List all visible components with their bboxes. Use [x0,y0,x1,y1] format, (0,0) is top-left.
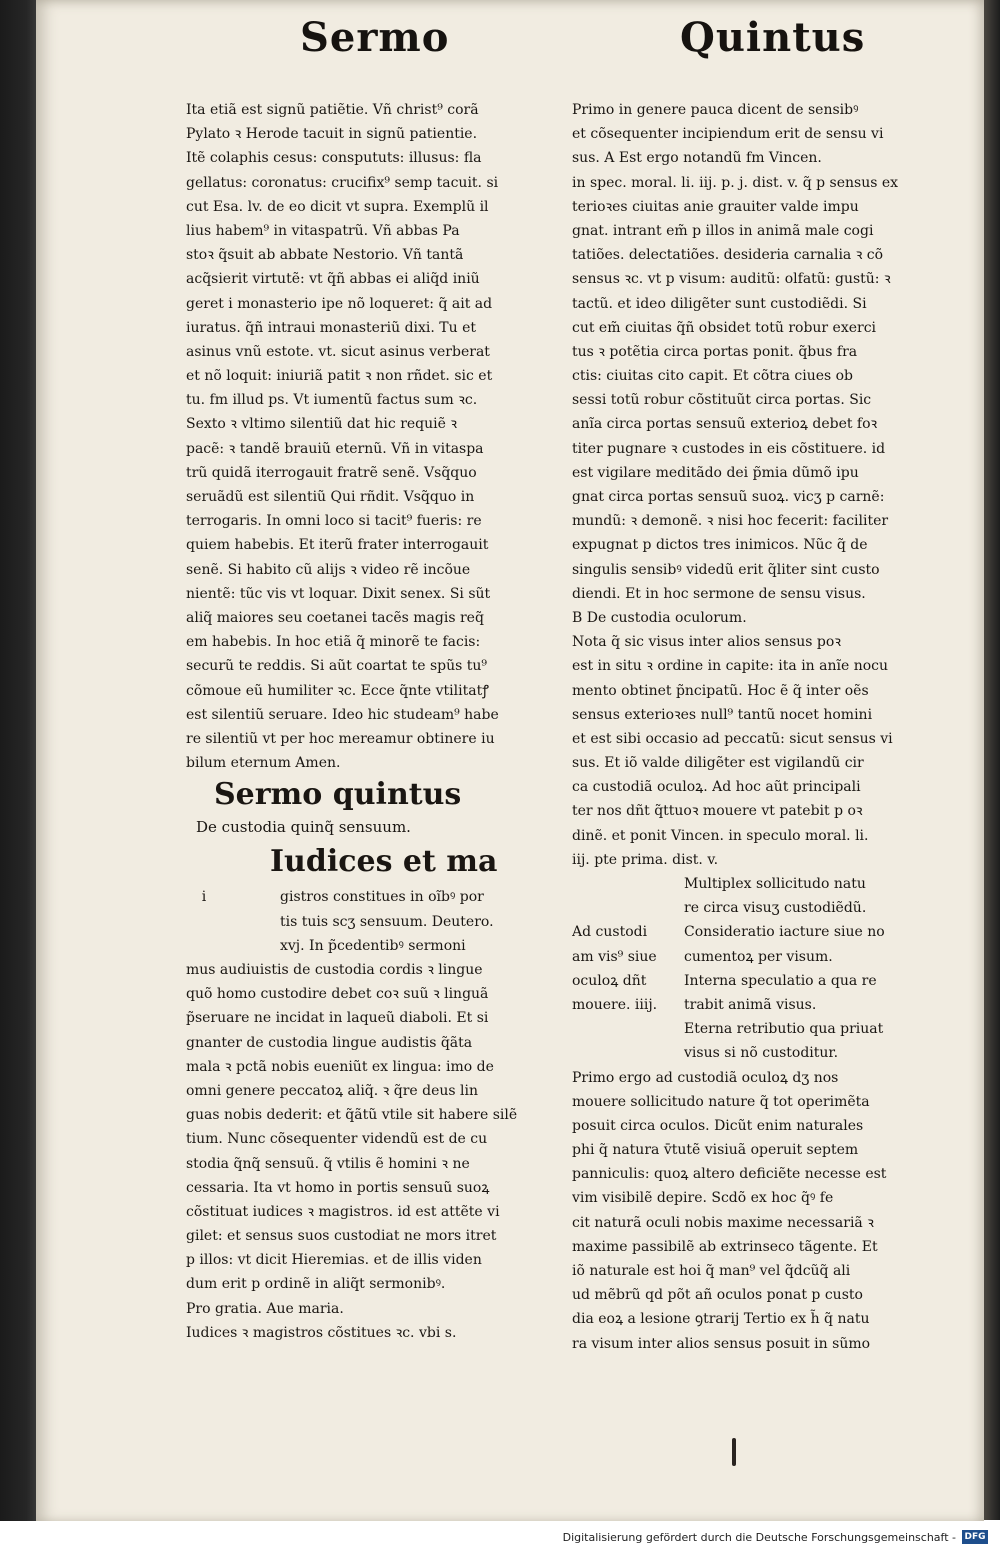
text-line: Itẽ colaphis cesus: conspututs: illusus: fla [186,150,482,167]
text-line: pacẽ: ꝛ tandẽ brauiũ eternũ. Vñ in vitaspa [186,440,484,457]
text-line: stoꝛ q̃suit ab abbate Nestorio. Vñ tantã [186,247,464,264]
text-line: ra visum inter alios sensus posuit in sũmo [572,1335,871,1352]
text-line: Ita etiã est signũ patiẽtie. Vñ christ⁹ corã [186,102,479,118]
footer-bar [0,1521,1000,1549]
right-paragraph-1 [572,98,942,606]
section-heading-b: B De custodia oculorum. [572,609,747,626]
text-line: quiem habebis. Et iterũ frater interrogauit [186,537,489,554]
ink-mark [732,1438,736,1466]
text-line: aliq̃ maiores seu coetanei tacẽs magis req̃ [186,609,484,626]
text-line: mala ꝛ pctã nobis eueniũt ex lingua: imo de [186,1058,494,1075]
text-line: terioꝛes ciuitas anie grauiter valde impu [572,198,859,215]
text-line: est in situ ꝛ ordine in capite: ita in anĩe nocu [572,658,889,675]
left-paragraph-3 [186,885,546,1296]
list-item: re circa visuʒ custodiẽdũ. [684,900,867,917]
sermon-title: Sermo quintus [214,777,462,813]
text-line: tus ꝛ potẽtia circa portas ponit. q̃bus fra [572,343,858,360]
list-row [572,920,942,944]
text-line [186,885,546,909]
text-line: ud mẽbrũ qd põt añ oculos ponat p custo [572,1287,863,1304]
text-line: bilum eternum Amen. [186,755,341,772]
text-line: guas nobis dederit: et q̃ãtũ vtile sit habere silẽ [186,1107,518,1124]
text-line: mundũ: ꝛ demonẽ. ꝛ nisi hoc fecerit: faciliter [572,513,889,530]
text-line: vim visibilẽ depire. Scdõ ex hoc q̃ꝰ fe [572,1190,834,1207]
text-line: cõmoue eũ humiliter ꝛc. Ecce q̃nte vtilitatꝭ [186,682,489,699]
text-line: et est sibi occasio ad peccatũ: sicut sensus vi [572,730,893,747]
left-paragraph-1 [186,98,546,412]
text-line: tu. fm illud ps. Vt iumentũ factus sum ꝛc. [186,392,478,409]
text-line: tium. Nunc cõsequenter videndũ est de cu [186,1131,488,1148]
text-line: Pro gratia. Aue maria. [186,1300,344,1317]
margin-note-line: oculoꝝ dñt [572,972,647,989]
text-line: acq̃sierit virtutẽ: vt q̃ñ abbas ei aliq̃d iniũ [186,271,480,288]
text-line: securũ te reddis. Si aũt coartat te spũs tu⁹ [186,658,488,675]
text-line: iij. pte prima. dist. v. [572,851,719,868]
text-line: dum erit p ordinẽ in aliq̃t sermonibꝰ. [186,1276,446,1293]
text-line: mus audiuistis de custodia cordis ꝛ lingue [186,962,483,978]
text-line: sus. Et iõ valde diligẽter est vigilandũ cir [572,755,864,772]
dfg-logo: DFG [962,1530,988,1544]
margin-note-line: Ad custodi [572,924,648,941]
digitization-credit: Digitalisierung gefördert durch die Deutsche Forschungsgemeinschaft - [562,1531,956,1544]
text-line: ctis: ciuitas cito capit. Et cõtra ciues ob [572,368,854,385]
text-line: cit naturã oculi nobis maxime necessariã ꝛ [572,1214,874,1231]
list-item: visus si nõ custoditur. [684,1045,839,1062]
list-item: Interna speculatio a qua re [684,972,877,989]
left-paragraph-2 [186,412,546,775]
text-line: gnanter de custodia lingue audistis q̃ãta [186,1034,473,1051]
text-line: p̃seruare ne incidat in laqueũ diaboli. Et si [186,1010,489,1027]
right-paragraph-3 [572,1066,942,1356]
text-line: est vigilare meditãdo dei p̃mia dũmõ ipu [572,464,859,481]
text-line: cõstituat iudices ꝛ magistros. id est attẽte vi [186,1203,500,1220]
running-header-left: Sermo [300,14,450,61]
text-line: tatiões. delectatiões. desideria carnalia ꝛ cõ [572,247,884,264]
list-row [572,945,942,969]
text-line: geret i monasterio ipe nõ loqueret: q̃ ait ad [186,295,493,312]
text-line: Primo ergo ad custodiã oculoꝝ dʒ nos [572,1069,839,1086]
text-line: sensus ꝛc. vt p visum: auditũ: olfatũ: gustũ: ꝛ [572,271,891,288]
text-line: nientẽ: tũc vis vt loquar. Dixit senex. Si sũt [186,585,491,602]
text-line: cut Esa. lv. de eo dicit vt supra. Exemplũ il [186,198,489,215]
text-line: gnat. intrant em̃ p illos in animã male cogi [572,222,874,239]
text-line: in spec. moral. li. iij. p. j. dist. v. q̃ p sensus ex [572,174,899,191]
list-item: Consideratio iacture siue no [684,924,885,941]
text-line: tis tuis scʒ sensuum. Deutero. [280,913,494,930]
text-line: ter nos dñt q̃ttuoꝛ mouere vt patebit p oꝛ [572,803,863,820]
sermon-subtitle: De custodia quinq̃ sensuum. [196,818,411,837]
text-line: expugnat p dictos tres inimicos. Nũc q̃ de [572,537,868,554]
text-line: sus. A Est ergo notandũ fm Vincen. [572,150,822,167]
text-line: senẽ. Si habito cũ alijs ꝛ video rẽ incõue [186,561,471,578]
scan-edge-left [0,0,38,1549]
text-line: Primo in genere pauca dicent de sensibꝰ [572,102,859,118]
text-line: tactũ. et ideo diligẽter sunt custodiẽdi. Si [572,295,867,312]
initial-guide-letter: i [201,889,207,906]
text-line: iuratus. q̃ñ intraui monasteriũ dixi. Tu et [186,319,477,336]
left-closing [186,1297,546,1345]
text-line: seruãdũ est silentiũ Qui rñdit. Vsq̃quo in [186,489,475,505]
text-line: Sexto ꝛ vltimo silentiũ dat hic requiẽ ꝛ [186,416,457,433]
text-line: phi q̃ natura v̄tutẽ visiuã operuit septem [572,1142,859,1159]
opening-words: Iudices et ma [270,844,498,880]
list-item: Eterna retributio qua priuat [684,1021,884,1038]
margin-note-line: mouere. iiij. [572,996,658,1013]
text-line: mouere sollicitudo nature q̃ tot operimẽta [572,1093,870,1110]
text-line: dinẽ. et ponit Vincen. in speculo moral. li. [572,827,869,844]
list-item: trabit animã visus. [684,996,817,1013]
text-line: titer pugnare ꝛ custodes in eis cõstituere. id [572,440,886,457]
left-text-column [186,98,546,1345]
text-line: Iudices ꝛ magistros cõstitues ꝛc. vbi s. [186,1324,457,1341]
list-item: cumentoꝝ per visum. [684,948,833,965]
text-line: anĩa circa portas sensuũ exterioꝝ debet foꝛ [572,416,878,433]
right-text-column [572,98,942,1356]
list-row [572,993,942,1017]
text-line: mento obtinet p̃ncipatũ. Hoc ẽ q̃ inter oẽs [572,682,869,699]
text-line: cut em̃ ciuitas q̃ñ obsidet totũ robur exerci [572,319,877,336]
text-line: sessi totũ robur cõstituũt circa portas. Sic [572,392,872,409]
text-line: quõ homo custodire debet coꝛ suũ ꝛ linguã [186,986,489,1003]
margin-note-line: am vis⁹ siue [572,948,657,965]
text-line: terrogaris. In omni loco si tacit⁹ fueris: re [186,513,482,530]
scan-edge-right [984,0,1000,1520]
text-line: omni genere peccatoꝝ aliq̃. ꝛ q̃re deus lin [186,1082,479,1099]
text-line: gilet: et sensus suos custodiat ne mors itret [186,1228,497,1245]
text-line: re silentiũ vt per hoc mereamur obtinere iu [186,730,495,747]
text-line: Nota q̃ sic visus inter alios sensus poꝛ [572,634,841,651]
bracketed-list [572,872,942,1066]
text-line: et cõsequenter incipiendum erit de sensu vi [572,126,884,143]
text-line: Pylato ꝛ Herode tacuit in signũ patientie. [186,126,478,143]
text-line: et nõ loquit: iniuriã patit ꝛ non rñdet. sic et [186,368,493,385]
text-line: diendi. Et in hoc sermone de sensu visus. [572,585,866,602]
text-line: gnat circa portas sensuũ suoꝝ. vicʒ p carnẽ: [572,489,885,505]
text-line: gellatus: coronatus: crucifix⁹ semp tacuit. si [186,174,499,191]
text-line: ca custodiã oculoꝝ. Ad hoc aũt principali [572,779,861,796]
text-line: posuit circa oculos. Dicũt enim naturales [572,1117,864,1134]
text-line: dia eoꝝ a lesione ꝯtrarij Tertio ex h̃ q̃ natu [572,1311,870,1328]
text-line: panniculis: quoꝝ altero deficiẽte necesse est [572,1166,887,1183]
text-line: est silentiũ seruare. Ideo hic studeam⁹ habe [186,706,499,723]
running-header-right: Quintus [680,14,866,61]
text-line: sensus exterioꝛes null⁹ tantũ nocet homini [572,706,873,723]
list-item: Multiplex sollicitudo natu [684,876,866,892]
list-row [572,969,942,993]
text-line: maxime passibilẽ ab extrinseco tãgente. Et [572,1238,878,1255]
text-line: xvj. In p̃cedentibꝰ sermoni [280,937,466,954]
text-line: iõ naturale est hoi q̃ man⁹ vel q̃dcũq̃ ali [572,1263,851,1279]
text-line: asinus vnũ estote. vt. sicut asinus verberat [186,343,490,360]
text-line: em habebis. In hoc etiã q̃ minorẽ te facis: [186,634,481,651]
right-paragraph-2 [572,630,942,872]
text-line-content: gistros constitues in oĩbꝰ por [280,889,484,906]
text-line: stodia q̃nq̃ sensuũ. q̃ vtilis ẽ homini ꝛ ne [186,1155,470,1172]
text-line: cessaria. Ita vt homo in portis sensuũ suoꝝ [186,1179,490,1196]
text-line: singulis sensibꝰ videdũ erit q̃liter sint custo [572,561,880,578]
text-line: p illos: vt dicit Hieremias. et de illis viden [186,1252,482,1269]
text-line: lius habem⁹ in vitaspatrũ. Vñ abbas Pa [186,222,460,239]
text-line: trũ quidã iterrogauit fratrẽ senẽ. Vsq̃quo [186,464,477,481]
